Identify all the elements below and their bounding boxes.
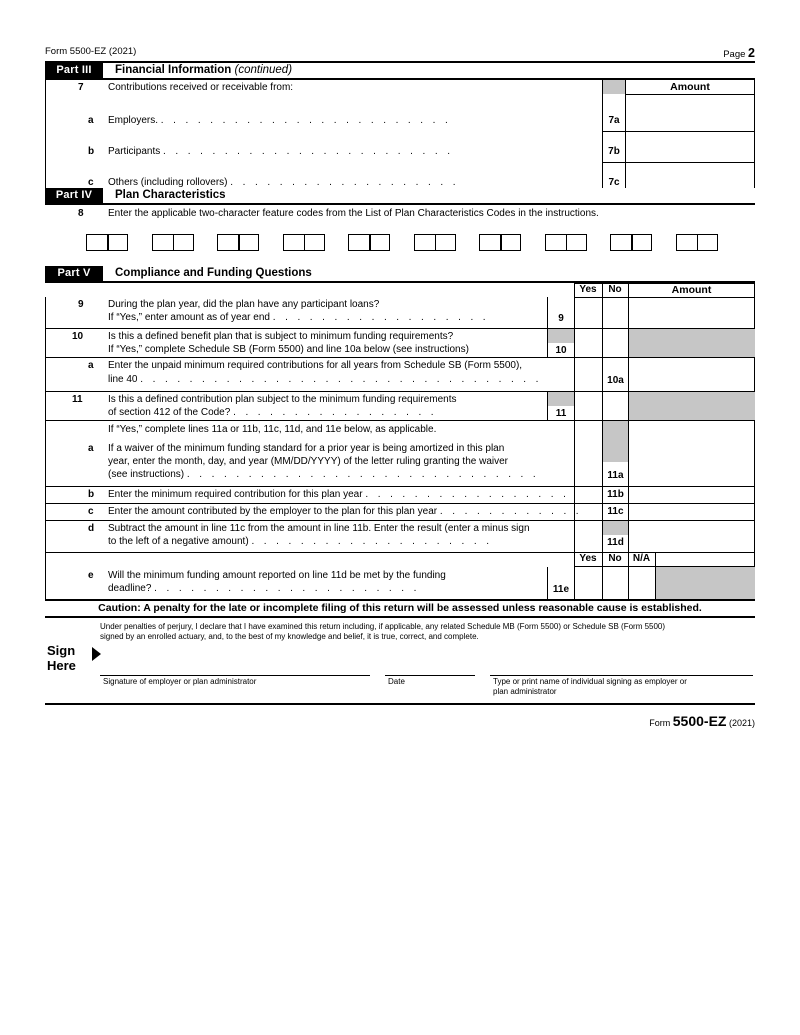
part4-title: Plan Characteristics: [115, 189, 226, 201]
signature-field-label: Signature of employer or plan administrator: [103, 677, 257, 686]
part5-numcol-b-left-11: [547, 392, 548, 420]
line9-leader: . . . . . . . . . . . . . . . . . .: [272, 312, 489, 323]
caution-bottom-rule: [45, 616, 755, 618]
line11e-text-1: Will the minimum funding amount reported on line 11d be met by the funding: [108, 570, 446, 581]
page-label: Page: [723, 49, 746, 60]
part3-title: [115, 63, 292, 78]
line11-note: If “Yes,” complete lines 11a or 11b, 11c, 11d, and 11e below, as applicable.: [108, 424, 437, 435]
line7a-text: [108, 115, 451, 127]
line11d-box: 11d: [607, 537, 624, 548]
plan-characteristic-code-box-7[interactable]: [479, 234, 521, 251]
line11e-yes-header: Yes: [579, 553, 597, 564]
line11b-rule: [45, 503, 755, 504]
part4-banner-rule: [45, 203, 755, 205]
line11-box: 11: [555, 408, 567, 419]
part3-tag: Part III: [45, 63, 103, 78]
line11-shade-numcol: [548, 392, 574, 406]
line9-label: If “Yes,” enter amount as of year end: [108, 312, 270, 323]
line11c-text: [108, 506, 582, 518]
signature-line[interactable]: [100, 675, 370, 676]
line10-text-2: If “Yes,” complete Schedule SB (Form 5500) and line 10a below (see instructions): [108, 344, 469, 355]
part3-numcol-left: [602, 80, 603, 188]
date-line[interactable]: [385, 675, 475, 676]
line11d-label: to the left of a negative amount): [108, 536, 249, 547]
part3-left-border: [45, 80, 46, 188]
line11-text-1: Is this a defined contribution plan subject to the minimum funding requirements: [108, 394, 457, 405]
line11a-letter: a: [88, 443, 94, 454]
line11a-box: 11a: [607, 470, 624, 481]
line7b-letter: b: [88, 146, 95, 157]
line10-number: 10: [72, 331, 84, 342]
line10a-box: 10a: [607, 375, 624, 386]
line7-number: 7: [78, 82, 84, 93]
line11c-leader: . . . . . . . . . . . .: [439, 506, 582, 517]
line11e-no-header: No: [608, 553, 622, 564]
line10a-label: line 40: [108, 374, 138, 385]
perjury-line-2: signed by an enrolled actuary, and, to the best of my knowledge and belief, it is true, correct, and complete.: [100, 632, 479, 641]
part3-title-suffix: (continued): [234, 64, 293, 76]
part3-amount-header: Amount: [670, 81, 710, 93]
plan-characteristic-code-box-5[interactable]: [348, 234, 390, 251]
line11d-leader: . . . . . . . . . . . . . . . . . . . .: [251, 536, 493, 547]
part3-banner: [45, 63, 755, 78]
line11a-leader: . . . . . . . . . . . . . . . . . . . . . . . . . . . . .: [186, 469, 540, 480]
form-footer: [649, 713, 755, 729]
part3-shaded-cell: [603, 80, 625, 94]
line10a-leader: . . . . . . . . . . . . . . . . . . . . . . . . . . . . . . . . .: [140, 374, 542, 385]
part5-no-header: No: [608, 284, 622, 295]
line11b-letter: b: [88, 489, 95, 500]
line11c-rule: [45, 520, 755, 521]
plan-characteristic-code-box-6[interactable]: [414, 234, 456, 251]
page-number: 2: [748, 46, 755, 60]
line10a-letter: a: [88, 360, 94, 371]
line10-shade-numcol: [548, 329, 574, 343]
line7c-letter: c: [88, 177, 94, 188]
line11c-label: Enter the amount contributed by the employer to the plan for this plan year: [108, 506, 438, 517]
line9-text-1: During the plan year, did the plan have any participant loans?: [108, 299, 380, 310]
part3-title-text: Financial Information: [115, 64, 232, 76]
sign-here-arrow-icon: [92, 647, 101, 661]
plan-characteristic-code-box-8[interactable]: [545, 234, 587, 251]
line11b-leader: . . . . . . . . . . . . . . . . .: [365, 489, 570, 500]
line7a-leader: . . . . . . . . . . . . . . . . . . . . . . . .: [160, 115, 452, 126]
line11e-shade-amount: [656, 567, 755, 599]
line10-shade-amount: [629, 329, 755, 357]
line11e-text-2: [108, 583, 420, 595]
line11a-text-2: year, enter the month, day, and year (MM/DD/YYYY) of the letter ruling granting the waiver: [108, 456, 509, 467]
page-indicator: [723, 46, 755, 60]
footer-form-word: Form: [649, 718, 671, 728]
print-name-label-line-2: plan administrator: [493, 686, 557, 696]
line11c-box: 11c: [607, 506, 624, 517]
line7b-box: 7b: [608, 146, 620, 157]
line10a-text-2: [108, 374, 542, 386]
line11-text-2: [108, 407, 437, 419]
line11b-box: 11b: [607, 489, 624, 500]
line11e-label: deadline?: [108, 583, 152, 594]
line9-text-2: [108, 312, 489, 324]
line11-shade-amount: [629, 392, 755, 420]
line9-number: 9: [78, 299, 84, 310]
line10-rule: [45, 357, 755, 358]
part3-banner-rule: [45, 78, 755, 80]
plan-characteristic-code-box-4[interactable]: [283, 234, 325, 251]
plan-characteristic-code-box-1[interactable]: [86, 234, 128, 251]
line11e-na-header: N/A: [632, 553, 651, 564]
print-name-line[interactable]: [490, 675, 753, 676]
sign-here-word-2: Here: [47, 658, 76, 673]
plan-characteristic-code-box-2[interactable]: [152, 234, 194, 251]
part5-amount-header: Amount: [671, 284, 712, 296]
line7b-rule: [602, 162, 755, 163]
line11a-text-3: [108, 469, 539, 481]
perjury-statement: [100, 622, 665, 642]
part5-numcol-b-left-10: [547, 329, 548, 357]
line11d-letter: d: [88, 523, 95, 534]
line7c-box: 7c: [608, 177, 620, 188]
part5-tag: Part V: [45, 266, 103, 281]
line11d-shade-numcol: [603, 521, 628, 535]
line10-text-1: Is this a defined benefit plan that is subject to minimum funding requirements?: [108, 331, 454, 342]
line11-rule: [45, 420, 755, 421]
sign-here-word-1: Sign: [47, 643, 76, 658]
footer-rule: [45, 703, 755, 705]
line11-label: of section 412 of the Code?: [108, 407, 231, 418]
line11d-text-1: Subtract the amount in line 11c from the amount in line 11b. Enter the result (enter a minus sign: [108, 523, 530, 534]
footer-year: (2021): [728, 718, 755, 728]
line11e-box: 11e: [552, 584, 570, 595]
line7a-rule: [602, 131, 755, 132]
line7-text: Contributions received or receivable from:: [108, 82, 294, 93]
part5-banner: [45, 266, 755, 281]
line8-number: 8: [78, 208, 84, 219]
line11b-label: Enter the minimum required contribution for this plan year: [108, 489, 363, 500]
perjury-line-1: Under penalties of perjury, I declare that I have examined this return including, if applicable, any related Schedule MB (Form 5500) or Schedule SB (Form 5500): [100, 622, 666, 631]
caution-text: Caution: A penalty for the late or incomplete filing of this return will be assessed unless reasonable cause is established.: [98, 602, 702, 614]
line10-box: 10: [555, 345, 567, 356]
line7a-box: 7a: [608, 115, 620, 126]
line11-number: 11: [72, 394, 83, 405]
line11e-leader: . . . . . . . . . . . . . . . . . . . . . .: [154, 583, 420, 594]
line7a-letter: a: [88, 115, 94, 126]
footer-form-name: 5500-EZ: [672, 713, 727, 729]
part3-right-border: [754, 80, 755, 188]
part5-left-border: [45, 297, 46, 599]
line11a-shade-numcol: [603, 421, 628, 462]
sign-here-label: [47, 643, 76, 673]
line11e-letter: e: [88, 570, 94, 581]
form-reference: Form 5500-EZ (2021): [45, 46, 137, 57]
plan-characteristic-code-box-3[interactable]: [217, 234, 259, 251]
date-field-label: Date: [388, 677, 405, 686]
part3-amount-left: [625, 80, 626, 188]
part5-yes-header: Yes: [579, 284, 597, 295]
line11c-letter: c: [88, 506, 94, 517]
part5-title: Compliance and Funding Questions: [115, 267, 312, 279]
line7c-leader: . . . . . . . . . . . . . . . . . . .: [230, 177, 459, 188]
line7b-leader: . . . . . . . . . . . . . . . . . . . . . . . .: [163, 146, 454, 157]
line11a-rule: [45, 486, 755, 487]
plan-characteristic-code-box-9[interactable]: [610, 234, 652, 251]
line8-text: Enter the applicable two-character feature codes from the List of Plan Characteristics Codes in the instructions.: [108, 208, 599, 219]
line7b-text: [108, 146, 453, 158]
line7c-label: Others (including rollovers): [108, 177, 228, 188]
line10a-text-1: Enter the unpaid minimum required contributions for all years from Schedule SB (Form 5500),: [108, 360, 523, 371]
line11a-label: (see instructions): [108, 469, 185, 480]
line11-leader: . . . . . . . . . . . . . . . . .: [233, 407, 437, 418]
plan-characteristic-code-box-10[interactable]: [676, 234, 718, 251]
part4-banner: [45, 188, 755, 203]
print-name-label-line-1: Type or print name of individual signing as employer or: [493, 677, 687, 686]
line9-box: 9: [558, 313, 564, 324]
caution-top-rule: [45, 599, 755, 601]
part3-amount-header-rule: [625, 94, 755, 95]
line11b-text: [108, 489, 569, 501]
line11a-text-1: If a waiver of the minimum funding standard for a prior year is being amortized in this plan: [108, 443, 505, 454]
print-name-field-label: [493, 677, 687, 696]
line7b-label: Participants: [108, 146, 161, 157]
line7a-label: Employers.: [108, 115, 159, 126]
part4-tag: Part IV: [45, 188, 103, 203]
line11d-text-2: [108, 536, 492, 548]
